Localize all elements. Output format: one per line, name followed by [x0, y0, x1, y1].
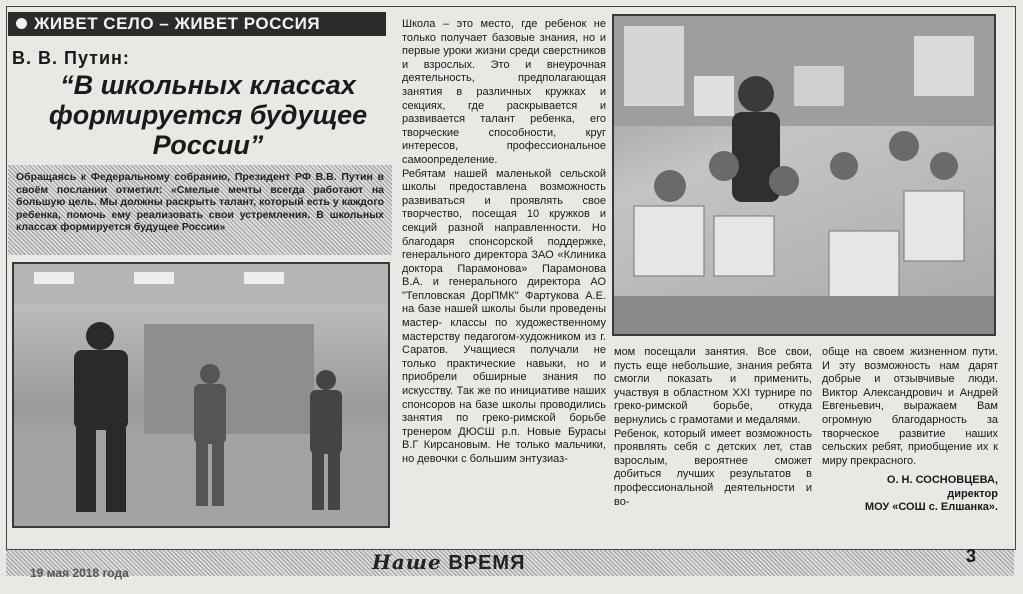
art-class-photo-illustration: [614, 16, 994, 334]
classroom-floor: [614, 296, 994, 334]
article-column-2: мом посещали занятия. Все свои, пусть еще небольшие, знания ребята смогли показать и применить, участвуя в областном XXI турнире по греко-римской борьбе, откуда вернулись с грамотами и медалями. Ребенок, который имеет возможность проявлять себя с детских лет, став взрослым, вероятнее сможет добиться лучших результатов в профессиональной деятельности и во-: [614, 346, 812, 508]
bullet-icon: [16, 18, 27, 29]
signature-name: О. Н. СОСНОВЦЕВА,: [886, 474, 998, 486]
wall-picture: [794, 66, 844, 106]
footer-date: 19 мая 2018 года: [30, 566, 129, 580]
wall-picture: [694, 76, 734, 116]
gym-wall-bars: [144, 324, 314, 434]
article-column-1: Школа – это место, где ребенок не только получает базовые знания, но и первые уроки жизни среди сверстников и взрослых. Это и внеурочная деятельность, предполагающая занятия в различных кружках и секциях, где раскрывается и развивается талант ребенка, его творческие способности, круг интересов, профессиональное самоопределение. Ребятам нашей маленькой сельской школы предоставлена возможность развиваться и проявлять свое творчество, посещая 10 кружков и секций разной направленности. Но благодаря спонсорской поддержке, генерального директора ЗАО «Клиника доктора Парамонова» Парамонова В.А. и генерального директора АО "Тепловская ДорПМК" Фартукова А.Е. на базе нашей школы были проведены мастер- классы по художественному мастерству педагогом-художником из г. Саратов. Учащиеся получали не только практические навыки, но и приобрели обширные знания по искусству. Так же по инициативе наших спонсоров на базе школы проводились занятия по греко-римской борьбе тренером ДЮСШ р.п. Новые Бурасы В.Г Кирсановым. Не только мальчики, но девочки с большим энтузиаз-: [402, 18, 606, 465]
signature-org: МОУ «СОШ с. Елшанка».: [864, 501, 998, 514]
gym-light: [244, 272, 284, 284]
photo-art-class: [612, 14, 996, 336]
lead-paragraph: Обращаясь к Федеральному собранию, Президент РФ В.В. Путин в своём послании отметил: «Смелые мечты всегда работают на большую цель. Мы должны раскрыть талант, который есть у каждого ребенка, помочь ему реализовать свои устремления. В школьных классах формируется будущее России»: [8, 165, 392, 255]
signature-block: [822, 474, 998, 515]
section-rubric: [8, 12, 386, 36]
article-column-3: обще на своем жизненном пути. И эту возможность нам дарят добрые и отзывчивые люди. Виктор Александрович и Андрей Евгеньевич, выражаем Вам огромную благодарность за творческое развитие наших сельских ребят, приобщение их к миру прекрасного.: [822, 346, 998, 467]
page-number: 3: [966, 546, 977, 566]
headline: “В школьных классах формируется будущее России”: [48, 70, 368, 160]
gym-light: [34, 272, 74, 284]
wall-picture: [624, 26, 684, 106]
wall-picture: [914, 36, 974, 96]
gym-light: [134, 272, 174, 284]
newspaper-title-word2: ВРЕМЯ: [448, 552, 526, 574]
signature-role: директор: [947, 487, 998, 500]
photo-wrestling-training: [12, 262, 390, 528]
newspaper-title: [372, 550, 525, 575]
rubric-label: ЖИВЕТ СЕЛО – ЖИВЕТ РОССИЯ: [34, 14, 321, 33]
newspaper-title-word1: Наше: [372, 550, 442, 574]
speaker-name: В. В. Путин:: [12, 48, 130, 68]
children-drawings: [634, 191, 964, 301]
wrestling-photo-illustration: [14, 264, 388, 526]
